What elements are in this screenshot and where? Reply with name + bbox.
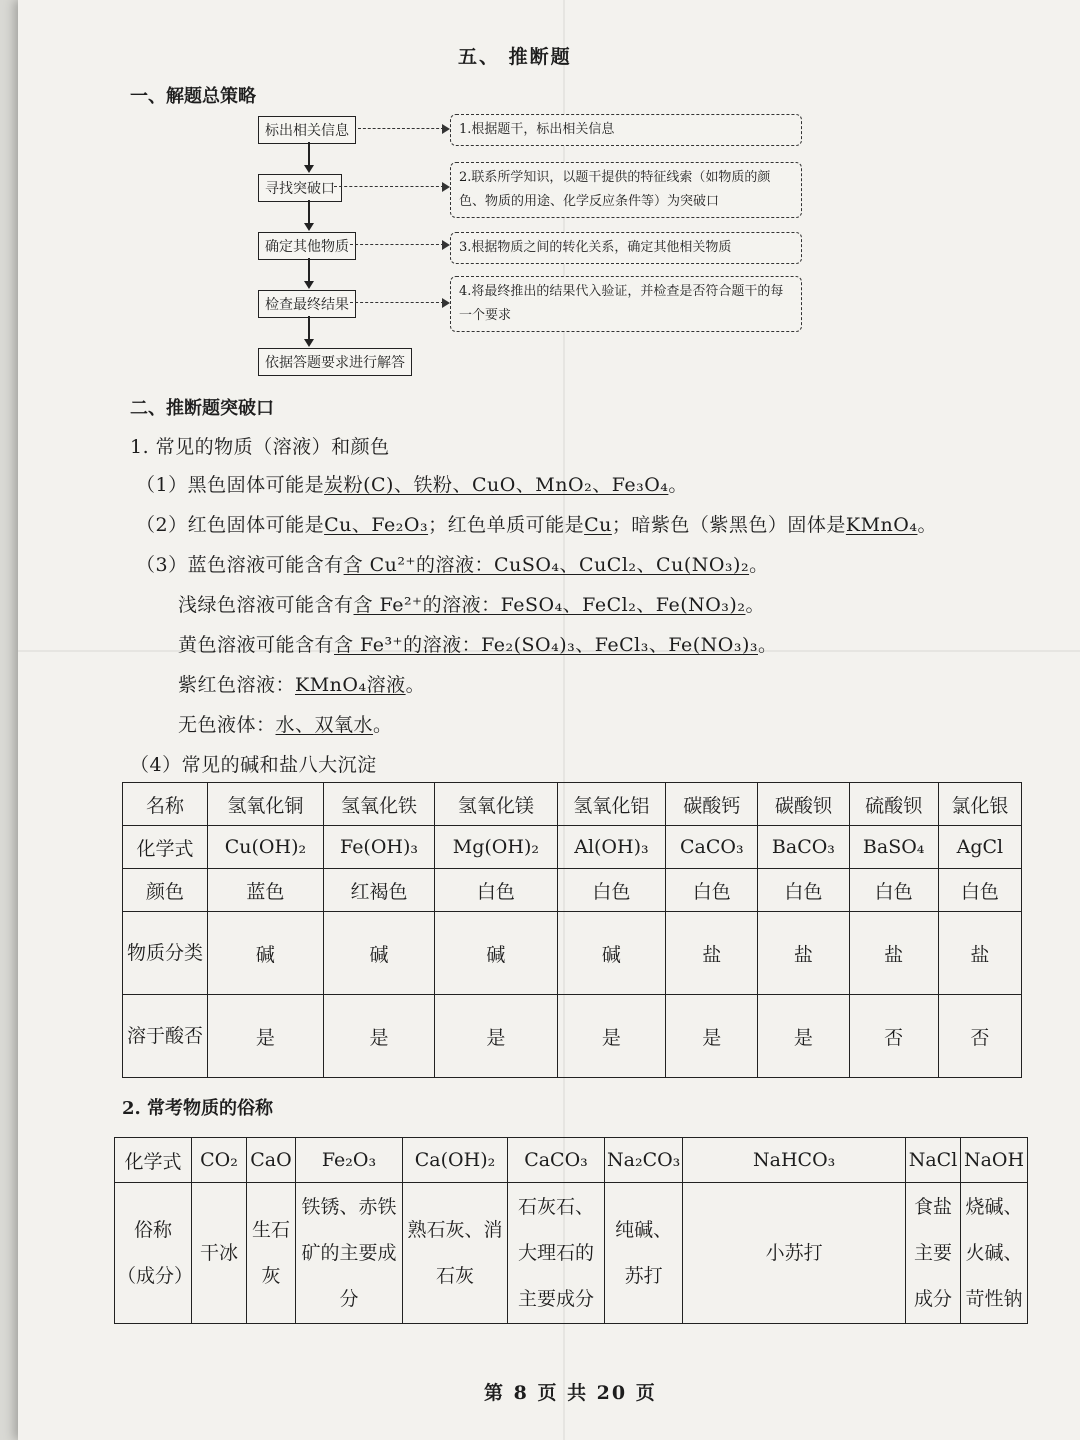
table-row — [123, 869, 1022, 912]
document-title: 五、 推断题 — [458, 46, 572, 68]
table-cell: 氢氧化铜 — [208, 783, 324, 826]
answer-text: 水、双氧水 — [275, 714, 374, 736]
table-cell: 是 — [557, 995, 666, 1078]
answer-text: 含 Fe³⁺的溶液：Fe₂(SO₄)₃、FeCl₃、Fe(NO₃)₃ — [334, 634, 759, 656]
table-cell: Na₂CO₃ — [605, 1138, 683, 1183]
section1-heading: 一、解题总策略 — [130, 86, 256, 107]
subsection2-title: 2. 常考物质的俗称 — [122, 1098, 274, 1119]
answer-text: KMnO₄溶液 — [295, 674, 406, 696]
table-cell: 食盐主要成分 — [906, 1183, 961, 1324]
color-item-6 — [178, 670, 425, 697]
table-cell: CaCO₃ — [666, 826, 758, 869]
arrow-right-icon — [442, 240, 450, 250]
table-cell: 铁锈、赤铁矿的主要成分 — [296, 1183, 403, 1324]
table-cell: 碱 — [557, 912, 666, 995]
answer-text: 含 Fe²⁺的溶液：FeSO₄、FeCl₂、Fe(NO₃)₂ — [353, 594, 746, 616]
text: 。 — [405, 674, 426, 696]
table-cell: 盐 — [849, 912, 938, 995]
table-cell: 盐 — [666, 912, 758, 995]
table-cell: 碱 — [208, 912, 324, 995]
flow-connector — [308, 316, 310, 340]
text: 。 — [668, 474, 688, 496]
table-cell: 白色 — [435, 869, 557, 912]
arrow-right-icon — [442, 124, 450, 134]
table-cell: 是 — [758, 995, 849, 1078]
arrow-right-icon — [442, 182, 450, 192]
arrow-down-icon — [304, 223, 314, 231]
table-cell: 否 — [849, 995, 938, 1078]
flow-connector — [308, 258, 310, 282]
flow-step-4: 检查最终结果 — [258, 290, 356, 318]
table-cell: 生石灰 — [247, 1183, 296, 1324]
table-cell: NaHCO₃ — [683, 1138, 906, 1183]
answer-text: Cu — [584, 514, 612, 536]
table-cell: 氯化银 — [938, 783, 1021, 826]
table-cell: 蓝色 — [208, 869, 324, 912]
table-cell: Mg(OH)₂ — [435, 826, 557, 869]
table-cell: 红褐色 — [323, 869, 434, 912]
flow-step-3: 确定其他物质 — [258, 232, 356, 260]
text: 黄色溶液可能含有 — [178, 634, 335, 656]
table-cell: 干冰 — [192, 1183, 247, 1324]
table-cell: Cu(OH)₂ — [208, 826, 324, 869]
table-row — [123, 912, 1022, 995]
flow-step-1: 标出相关信息 — [258, 116, 356, 144]
text: （3）蓝色溶液可能含有 — [136, 554, 344, 576]
table-cell: AgCl — [938, 826, 1021, 869]
color-item-4 — [178, 590, 765, 617]
precipitates-table — [122, 782, 1022, 1078]
table-cell: CaO — [247, 1138, 296, 1183]
table-cell: BaCO₃ — [758, 826, 849, 869]
flow-step-2: 寻找突破口 — [258, 174, 342, 202]
table-cell: CO₂ — [192, 1138, 247, 1183]
table-cell: 是 — [435, 995, 557, 1078]
subsection-title: 1. 常见的物质（溶液）和颜色 — [130, 436, 390, 458]
answer-text: KMnO₄ — [845, 514, 918, 536]
color-item-3 — [136, 550, 769, 577]
table-cell: 碱 — [323, 912, 434, 995]
table-cell: 熟石灰、消石灰 — [403, 1183, 508, 1324]
table-cell: 小苏打 — [683, 1183, 906, 1324]
table-cell: 俗称（成分） — [115, 1183, 192, 1324]
text: 。 — [745, 594, 765, 616]
note-3: 3.根据物质之间的转化关系，确定其他相关物质 — [450, 232, 802, 264]
table-cell: 白色 — [557, 869, 666, 912]
section2-heading: 二、推断题突破口 — [130, 398, 274, 419]
page-number: 第 8 页 共 20 页 — [484, 1382, 657, 1404]
note-4: 4.将最终推出的结果代入验证，并检查是否符合题干的每一个要求 — [450, 276, 802, 332]
table-row — [123, 783, 1022, 826]
text: ；暗紫色（紫黑色）固体是 — [611, 514, 846, 536]
table-row — [123, 995, 1022, 1078]
table-cell: 盐 — [758, 912, 849, 995]
table-cell: CaCO₃ — [508, 1138, 605, 1183]
dashed-connector — [358, 128, 444, 129]
answer-text: 含 Cu²⁺的溶液：CuSO₄、CuCl₂、Cu(NO₃)₂ — [343, 554, 750, 576]
table-cell: 化学式 — [115, 1138, 192, 1183]
dashed-connector — [350, 244, 444, 245]
table-cell: 碱 — [435, 912, 557, 995]
table-cell: BaSO₄ — [849, 826, 938, 869]
document-page — [18, 0, 1080, 1440]
text: ；红色单质可能是 — [428, 514, 585, 536]
table-cell: 是 — [666, 995, 758, 1078]
table-cell: 白色 — [849, 869, 938, 912]
table-cell: Ca(OH)₂ — [403, 1138, 508, 1183]
flow-step-5: 依据答题要求进行解答 — [258, 348, 412, 376]
table-cell: 溶于酸否 — [123, 995, 208, 1078]
table-cell: 氢氧化镁 — [435, 783, 557, 826]
table-cell: Al(OH)₃ — [557, 826, 666, 869]
table-cell: 白色 — [758, 869, 849, 912]
table-cell: 白色 — [666, 869, 758, 912]
table-row — [115, 1183, 1028, 1324]
color-item-8: （4）常见的碱和盐八大沉淀 — [130, 754, 377, 776]
text: 。 — [917, 514, 937, 536]
arrow-down-icon — [304, 339, 314, 347]
text: 。 — [749, 554, 769, 576]
table-cell: 氢氧化铝 — [557, 783, 666, 826]
table-cell: 盐 — [938, 912, 1021, 995]
table-cell: 硫酸钡 — [849, 783, 938, 826]
text: 。 — [758, 634, 778, 656]
text: 紫红色溶液： — [178, 674, 296, 696]
table-cell: 是 — [323, 995, 434, 1078]
table-cell: 否 — [938, 995, 1021, 1078]
flow-connector — [308, 142, 310, 166]
answer-text: Cu、Fe₂O₃ — [324, 514, 429, 536]
table-cell: 颜色 — [123, 869, 208, 912]
table-cell: 氢氧化铁 — [323, 783, 434, 826]
dashed-connector — [350, 302, 444, 303]
table-cell: 化学式 — [123, 826, 208, 869]
text: 无色液体： — [178, 714, 276, 736]
color-item-1 — [136, 470, 688, 497]
note-1: 1.根据题干，标出相关信息 — [450, 114, 802, 146]
text: （1）黑色固体可能是 — [136, 474, 325, 496]
table-cell: NaCl — [906, 1138, 961, 1183]
table-cell: 碳酸钡 — [758, 783, 849, 826]
table-cell: Fe(OH)₃ — [323, 826, 434, 869]
table-cell: 物质分类 — [123, 912, 208, 995]
table-cell: 纯碱、苏打 — [605, 1183, 683, 1324]
note-2: 2.联系所学知识，以题干提供的特征线索（如物质的颜色、物质的用途、化学反应条件等）为突破口 — [450, 162, 802, 218]
table-row — [115, 1138, 1028, 1183]
text: 。 — [373, 714, 393, 736]
table-cell: 白色 — [938, 869, 1021, 912]
text: （2）红色固体可能是 — [136, 514, 325, 536]
table-cell: Fe₂O₃ — [296, 1138, 403, 1183]
text: 浅绿色溶液可能含有 — [178, 594, 354, 616]
color-item-2 — [136, 510, 937, 537]
flow-connector — [308, 200, 310, 224]
arrow-right-icon — [442, 298, 450, 308]
table-cell: 名称 — [123, 783, 208, 826]
common-names-table — [114, 1137, 1028, 1324]
color-item-7 — [178, 710, 393, 737]
table-cell: 是 — [208, 995, 324, 1078]
answer-text: 炭粉(C)、铁粉、CuO、MnO₂、Fe₃O₄ — [324, 474, 669, 496]
arrow-down-icon — [304, 281, 314, 289]
dashed-connector — [334, 186, 444, 187]
table-cell: 碳酸钙 — [666, 783, 758, 826]
color-item-5 — [178, 630, 778, 657]
table-cell: NaOH — [961, 1138, 1028, 1183]
arrow-down-icon — [304, 165, 314, 173]
table-cell: 烧碱、火碱、苛性钠 — [961, 1183, 1028, 1324]
table-cell: 石灰石、大理石的主要成分 — [508, 1183, 605, 1324]
table-row — [123, 826, 1022, 869]
